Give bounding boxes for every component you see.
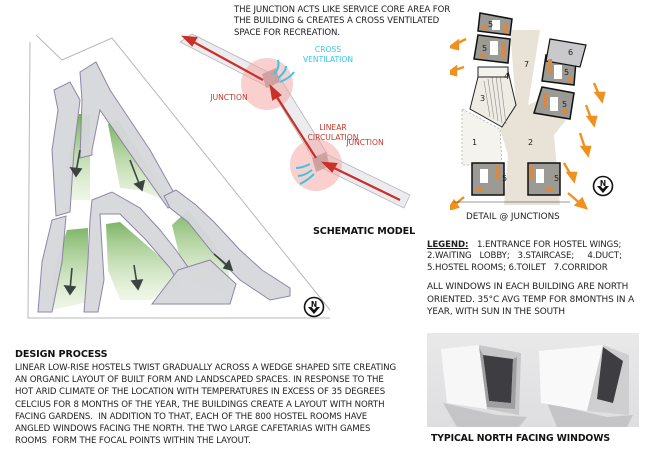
design-process-line: HOT ARID CLIMATE OF THE LOCATION WITH TEMPERATURES IN EXCESS OF 35 DEGREES	[15, 387, 386, 398]
design-process-line: FACING GARDENS. IN ADDITION TO THAT, EACH OF THE 800 HOSTEL ROOMS HAVE	[15, 411, 368, 422]
schematic-model	[170, 30, 420, 245]
svg-text:5: 5	[562, 100, 568, 109]
junction-note-line: THE BUILDING & CREATES A CROSS VENTILATED	[234, 16, 440, 27]
linear-circulation-label: LINEAR CIRCULATION	[307, 123, 359, 142]
design-process-line: LINEAR LOW-RISE HOSTELS TWIST GRADUALLY ACROSS A WEDGE SHAPED SITE CREATING	[15, 363, 397, 373]
design-process-line: AN ORGANIC LAYOUT OF BUILT FORM AND LANDSCAPED SPACES. IN RESPONSE TO THE	[15, 375, 384, 386]
design-process-text	[15, 362, 412, 447]
svg-text:N: N	[310, 300, 318, 309]
legend	[427, 240, 645, 274]
climate-note-line: ALL WINDOWS IN EACH BUILDING ARE NORTH	[427, 282, 629, 292]
detail-plan	[450, 5, 650, 210]
junction-label-left: JUNCTION	[210, 93, 248, 102]
svg-text:3: 3	[480, 94, 486, 103]
schematic-title: SCHEMATIC MODEL	[313, 226, 416, 237]
site-north-arrow-icon	[303, 296, 325, 318]
design-process-title: DESIGN PROCESS	[15, 349, 108, 360]
junction-note-line: SPACE FOR RECREATION.	[234, 27, 341, 38]
detail-north-arrow-icon	[592, 175, 614, 197]
svg-text:5: 5	[502, 174, 508, 183]
svg-text:2: 2	[528, 138, 534, 147]
detail-title: DETAIL @ JUNCTIONS	[466, 212, 560, 222]
junction-note-line: THE JUNCTION ACTS LIKE SERVICE CORE AREA FOR	[234, 5, 451, 15]
climate-note-line: YEAR, WITH SUN IN THE SOUTH	[427, 307, 565, 317]
svg-text:5: 5	[482, 44, 488, 53]
design-process-line: CELCIUS FOR 8 MONTHS OF THE YEAR, THE BUILDINGS CREATE A LAYOUT WITH NORTH	[15, 399, 385, 410]
svg-text:5: 5	[564, 68, 570, 77]
design-process-line: ANGLED WINDOWS FACING THE NORTH. THE TWO LARGE CAFETARIAS WITH GAMES	[15, 424, 371, 435]
svg-text:N: N	[599, 179, 607, 188]
windows-photo-caption: TYPICAL NORTH FACING WINDOWS	[431, 433, 610, 444]
svg-text:7: 7	[524, 60, 530, 69]
svg-text:6: 6	[568, 48, 574, 57]
climate-note-line: ORIENTED. 35°C AVG TEMP FOR 8MONTHS IN A	[427, 294, 635, 305]
climate-note	[427, 281, 647, 319]
svg-text:1: 1	[472, 138, 478, 147]
legend-line: 1.ENTRANCE FOR HOSTEL WINGS;	[476, 240, 622, 250]
junction-label-right: JUNCTION	[346, 138, 384, 147]
svg-text:5: 5	[488, 20, 494, 29]
legend-line: 5.HOSTEL ROOMS; 6.TOILET 7.CORRIDOR	[427, 262, 608, 273]
cross-ventilation-label: CROSS VENTILATION	[302, 45, 354, 64]
detail-plan-drawing	[450, 5, 650, 210]
design-process-line: ROOMS FORM THE FOCAL POINTS WITHIN THE LAYOUT.	[15, 436, 251, 447]
svg-text:5: 5	[554, 174, 560, 183]
window-models-image	[427, 333, 639, 427]
svg-text:4: 4	[504, 72, 510, 81]
legend-line: 2.WAITING LOBBY; 3.STAIRCASE; 4.DUCT;	[427, 251, 622, 262]
north-facing-windows-photo	[427, 333, 639, 427]
legend-key: LEGEND:	[427, 240, 469, 250]
